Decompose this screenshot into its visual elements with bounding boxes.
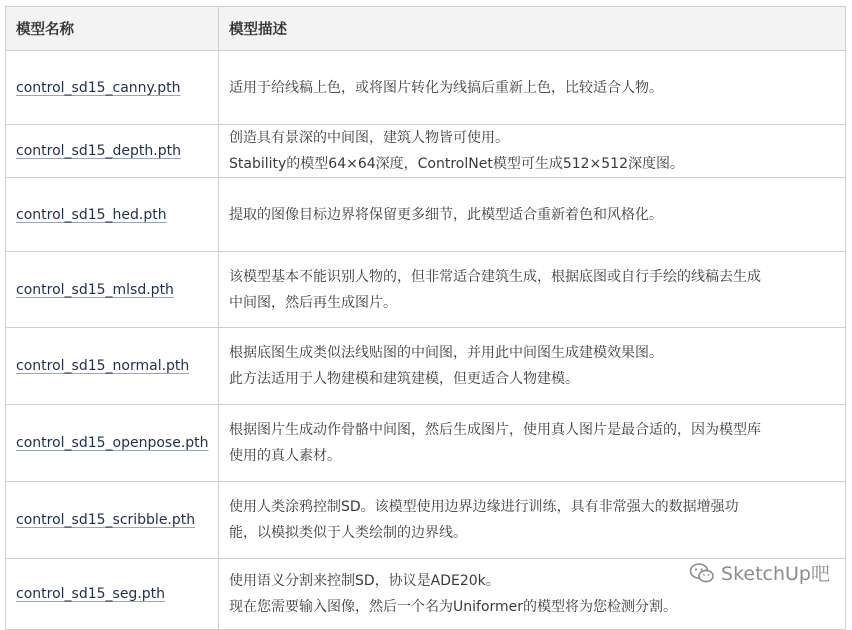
model-name-cell [6,252,219,328]
model-name-cell [6,178,219,252]
desc-line: 使用人类涂鸦控制SD。该模型使用边界边缘进行训练，具有非常强大的数据增强功 [229,499,739,515]
desc-line: 此方法适用于人物建模和建筑建模，但更适合人物建模。 [229,371,579,387]
model-desc-cell [219,482,846,559]
desc-line: Stability的模型64×64深度，ControlNet模型可生成512×512深度图。 [229,156,684,172]
model-name-cell [6,559,219,630]
desc-line: 该模型基本不能识别人物的，但非常适合建筑生成，根据底图或自行手绘的线稿去生成 [229,268,761,285]
model-desc-cell [219,51,846,125]
desc-line: 创造具有景深的中间图，建筑人物皆可使用。 [229,130,509,146]
model-link-mlsd[interactable]: control_sd15_mlsd.pth [16,281,174,298]
desc-line: 中间图，然后再生成图片。 [229,294,397,311]
table-row [6,125,846,178]
model-name-cell [6,328,219,405]
watermark [689,559,830,586]
model-link-openpose[interactable]: control_sd15_openpose.pth [16,435,209,451]
desc-line: 现在您需要输入图像，然后一个名为Uniformer的模型将为您检测分割。 [229,599,678,615]
model-desc-cell [219,178,846,252]
model-link-seg[interactable]: control_sd15_seg.pth [16,586,166,602]
desc-line: 根据底图生成类似法线贴图的中间图，并用此中间图生成建模效果图。 [229,345,663,361]
table-row [6,405,846,482]
header-model-name: 模型名称 [6,7,219,51]
model-desc-cell [219,252,846,328]
desc-line: 适用于给线稿上色，或将图片转化为线搞后重新上色，比较适合人物。 [229,79,663,96]
table-row [6,482,846,559]
model-link-scribble[interactable]: control_sd15_scribble.pth [16,512,196,528]
model-desc-cell [219,405,846,482]
desc-line: 根据图片生成动作骨骼中间图，然后生成图片，使用真人图片是最合适的，因为模型库 [229,422,761,438]
table-row [6,178,846,252]
desc-line: 使用语义分割来控制SD，协议是ADE20k。 [229,573,500,589]
models-table [5,6,846,630]
model-link-depth[interactable]: control_sd15_depth.pth [16,143,181,159]
model-desc-cell [219,125,846,178]
model-name-cell [6,405,219,482]
wechat-icon [689,562,715,584]
desc-line: 能，以模拟类似于人类绘制的边界线。 [229,525,467,541]
model-name-cell [6,482,219,559]
model-name-cell [6,51,219,125]
table-row [6,252,846,328]
model-desc-cell [219,328,846,405]
table-header-row [6,7,846,51]
watermark-text: SketchUp吧 [721,563,830,585]
table-row [6,51,846,125]
desc-line: 使用的真人素材。 [229,448,341,464]
model-name-cell [6,125,219,178]
model-link-normal[interactable]: control_sd15_normal.pth [16,358,190,374]
model-link-canny[interactable]: control_sd15_canny.pth [16,79,181,96]
desc-line: 提取的图像目标边界将保留更多细节，此模型适合重新着色和风格化。 [229,206,663,223]
header-model-description: 模型描述 [219,7,846,51]
model-link-hed[interactable]: control_sd15_hed.pth [16,206,167,223]
table-row [6,328,846,405]
